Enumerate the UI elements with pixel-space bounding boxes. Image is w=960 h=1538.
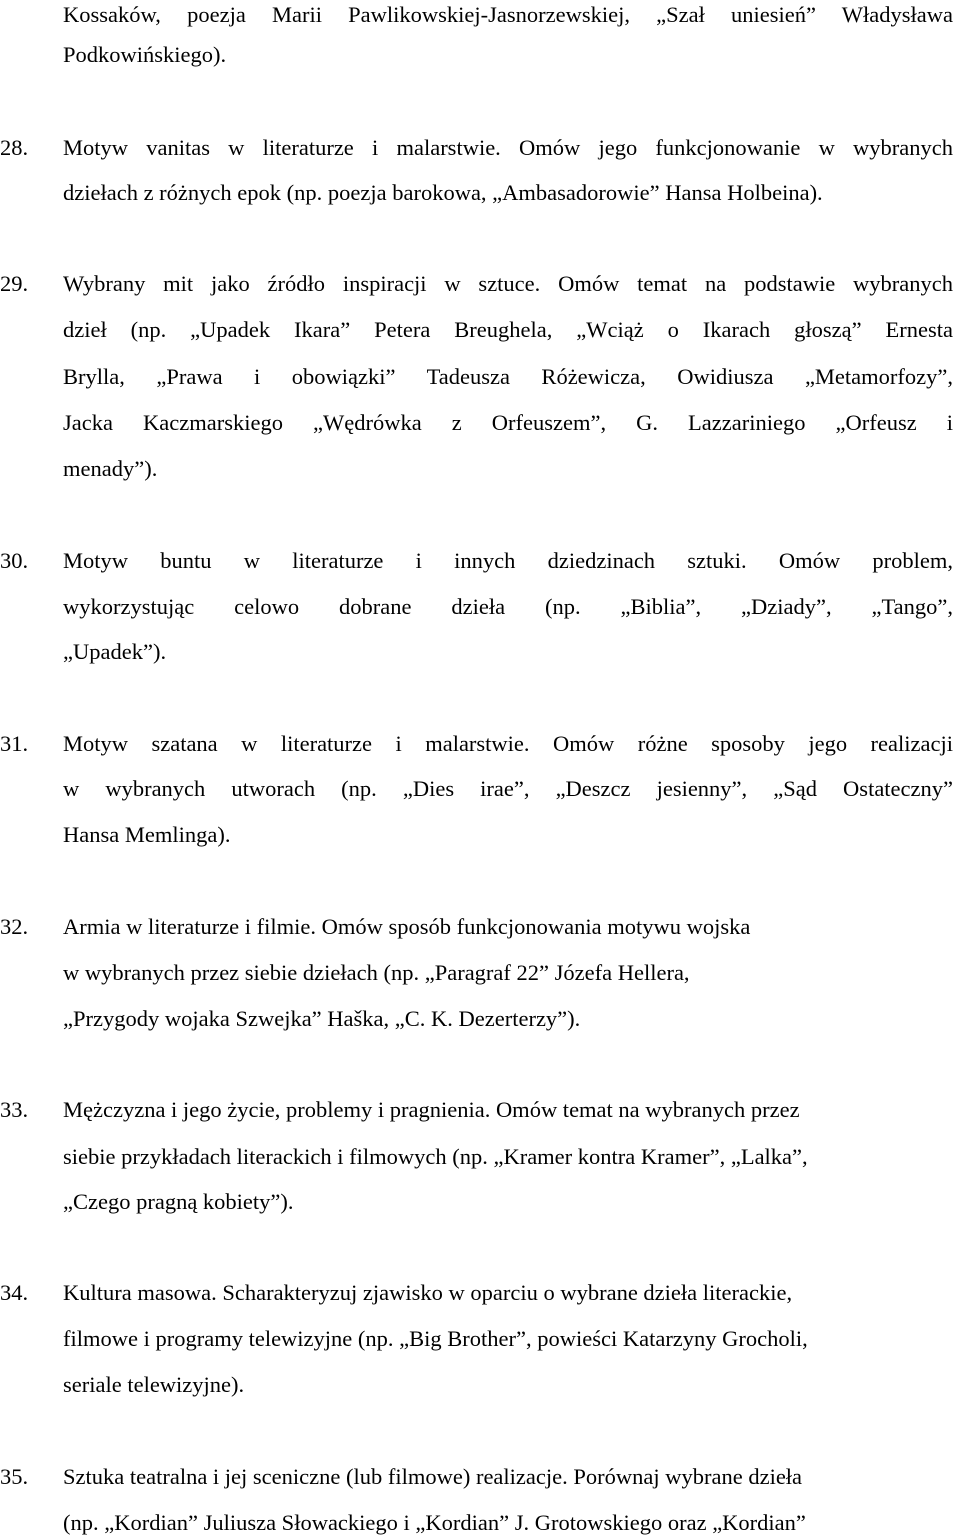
item-number: 30. [0,548,29,573]
item-number: 33. [0,1097,29,1122]
item-line: Motyw szatana w literaturze i malarstwie. Omów różne sposoby jego realizacji [63,731,953,756]
continuation-line: Kossaków, poezja Marii Pawlikowskiej-Jasnorzewskiej, „Szał uniesień” Władysława [63,2,953,27]
item-number: 29. [0,271,29,296]
item-line: Sztuka teatralna i jej sceniczne (lub filmowe) realizacje. Porównaj wybrane dzieła [63,1464,803,1489]
item-line: Mężczyzna i jego życie, problemy i pragnienia. Omów temat na wybranych przez [63,1097,800,1122]
item-number: 34. [0,1280,29,1305]
item-line: w wybranych utworach (np. „Dies irae”, „Deszcz jesienny”, „Sąd Ostateczny” [63,776,953,801]
item-line: dzieł (np. „Upadek Ikara” Petera Breughela, „Wciąż o Ikarach głoszą” Ernesta [63,317,953,342]
item-line: dziełach z różnych epok (np. poezja barokowa, „Ambasadorowie” Hansa Holbeina). [63,180,823,205]
item-line: Brylla, „Prawa i obowiązki” Tadeusza Różewicza, Owidiusza „Metamorfozy”, [63,364,953,389]
item-line: w wybranych przez siebie dziełach (np. „Paragraf 22” Józefa Hellera, [63,960,690,985]
item-line: Kultura masowa. Scharakteryzuj zjawisko w oparciu o wybrane dzieła literackie, [63,1280,793,1305]
item-line: Jacka Kaczmarskiego „Wędrówka z Orfeuszem”, G. Lazzariniego „Orfeusz i [63,410,953,435]
item-number: 35. [0,1464,29,1489]
item-line: „Upadek”). [63,639,167,664]
item-number: 32. [0,914,29,939]
item-line: Motyw vanitas w literaturze i malarstwie. Omów jego funkcjonowanie w wybranych [63,135,953,160]
item-line: Armia w literaturze i filmie. Omów sposób funkcjonowania motywu wojska [63,914,751,939]
item-line: „Czego pragną kobiety”). [63,1189,294,1214]
item-line: Motyw buntu w literaturze i innych dziedzinach sztuki. Omów problem, [63,548,953,573]
item-line: menady”). [63,456,158,481]
item-line: (np. „Kordian” Juliusza Słowackiego i „Kordian” J. Grotowskiego oraz „Kordian” [63,1510,806,1535]
item-line: Hansa Memlinga). [63,822,231,847]
item-line: wykorzystując celowo dobrane dzieła (np. „Biblia”, „Dziady”, „Tango”, [63,594,953,619]
item-line: Wybrany mit jako źródło inspiracji w sztuce. Omów temat na podstawie wybranych [63,271,953,296]
item-line: filmowe i programy telewizyjne (np. „Big Brother”, powieści Katarzyny Grocholi, [63,1326,808,1351]
continuation-line: Podkowińskiego). [63,42,227,67]
item-line: siebie przykładach literackich i filmowych (np. „Kramer kontra Kramer”, „Lalka”, [63,1144,808,1169]
item-line: „Przygody wojaka Szwejka” Haška, „C. K. Dezerterzy”). [63,1006,581,1031]
item-number: 31. [0,731,29,756]
item-number: 28. [0,135,29,160]
item-line: seriale telewizyjne). [63,1372,245,1397]
